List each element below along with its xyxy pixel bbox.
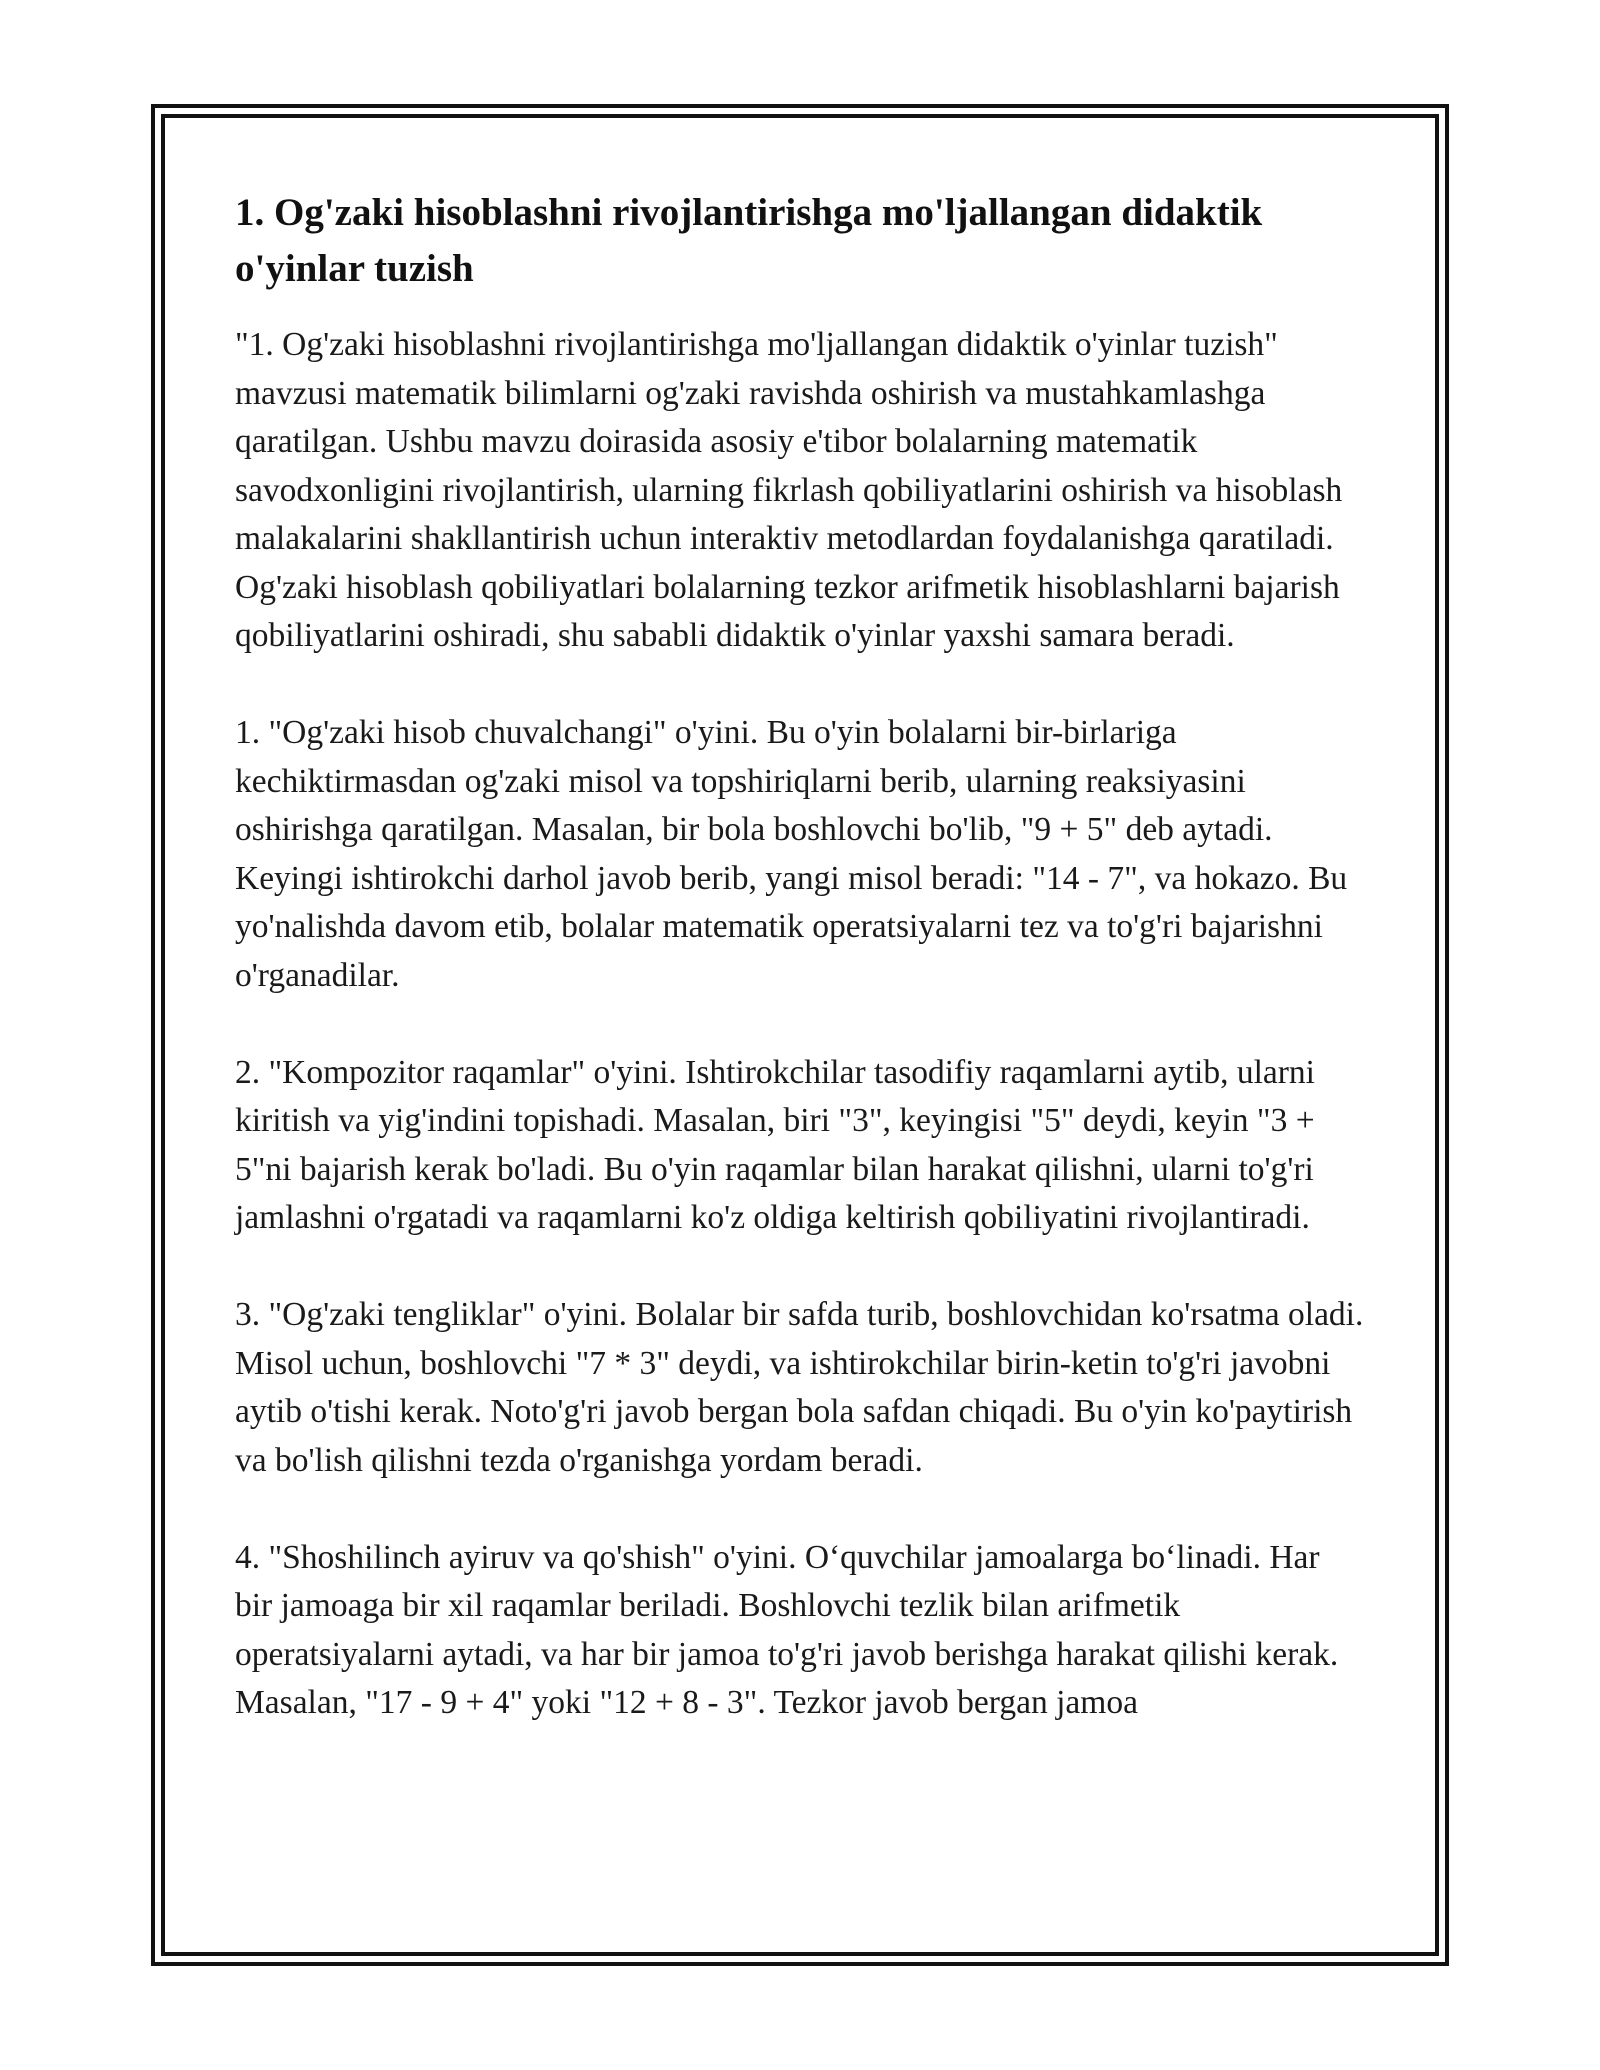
game-4-paragraph: 4. "Shoshilinch ayiruv va qo'shish" o'yini. O‘quvchilar jamoalarga bo‘linadi. Har bir jamoaga bir xil raqamlar beriladi. Boshlovchi tezlik bilan arifmetik operatsiyalarni aytadi, va har bir jamoa to'g'ri javob berishga harakat qilishi kerak. Masalan, "17 - 9 + 4" yoki "12 + 8 - 3". Tezkor javob bergan jamoa (235, 1538, 1339, 1721)
game-3-paragraph: 3. "Og'zaki tengliklar" o'yini. Bolalar bir safda turib, boshlovchidan ko'rsatma oladi. Misol uchun, boshlovchi "7 * 3" deydi, va ishtirokchilar birin-ketin to'g'ri javobni aytib o'tishi kerak. Noto'g'ri javob bergan bola safdan chiqadi. Bu o'yin ko'paytirish va bo'lish qilishni tezda o'rganishga yordam beradi. (235, 1296, 1364, 1479)
section-heading: 1. Og'zaki hisoblashni rivojlantirishga mo'ljallangan didaktik o'yinlar tuzish (235, 191, 1263, 290)
document-body (235, 185, 1365, 1728)
game-1-paragraph: 1. "Og'zaki hisob chuvalchangi" o'yini. Bu o'yin bolalarni bir-birlariga kechiktirmasdan og'zaki misol va topshiriqlarni berib, ularning reaksiyasini oshirishga qaratilgan. Masalan, bir bola boshlovchi bo'lib, "9 + 5" deb aytadi. Keyingi ishtirokchi darhol javob berib, yangi misol beradi: "14 - 7", va hokazo. Bu yo'nalishda davom etib, bolalar matematik operatsiyalarni tez va to'g'ri bajarishni o'rganadilar. (235, 714, 1348, 994)
game-2-paragraph: 2. "Kompozitor raqamlar" o'yini. Ishtirokchilar tasodifiy raqamlarni aytib, ularni kiritish va yig'indini topishadi. Masalan, biri "3", keyingisi "5" deydi, keyin "3 + 5"ni bajarish kerak bo'ladi. Bu o'yin raqamlar bilan harakat qilishni, ularni to'g'ri jamlashni o'rgatadi va raqamlarni ko'z oldiga keltirish qobiliyatini rivojlantiradi. (235, 1053, 1315, 1236)
intro-paragraph: "1. Og'zaki hisoblashni rivojlantirishga mo'ljallangan didaktik o'yinlar tuzish" mavzusi matematik bilimlarni og'zaki ravishda oshirish va mustahkamlashga qaratilgan. Ushbu mavzu doirasida asosiy e'tibor bolalarning matematik savodxonligini rivojlantirish, ularning fikrlash qobiliyatlarini oshirish va hisoblash malakalarini shakllantirish uchun interaktiv metodlardan foydalanishga qaratiladi. Og'zaki hisoblash qobiliyatlari bolalarning tezkor arifmetik hisoblashlarni bajarish qobiliyatlarini oshiradi, shu sababli didaktik o'yinlar yaxshi samara beradi. (235, 326, 1343, 654)
